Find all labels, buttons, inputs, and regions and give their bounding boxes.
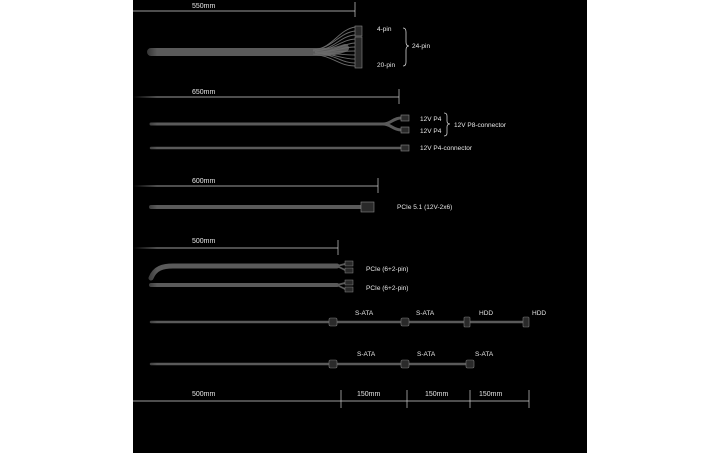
sata1-cable-group <box>151 310 546 327</box>
bottom-dim-150-c: 150mm <box>479 391 503 398</box>
sata1-connector-1 <box>329 318 337 326</box>
pcie-length-label: 500mm <box>192 238 216 245</box>
cpu-p4a-connector <box>401 115 409 121</box>
pcie-label-a: PCIe (6+2-pin) <box>366 266 409 273</box>
pcie-cable-a <box>151 266 337 278</box>
atx-length-label: 550mm <box>192 3 216 10</box>
pcie-connector-a2 <box>345 268 353 273</box>
cpu-cable-group <box>133 89 507 152</box>
cpu-p4-connector <box>401 145 409 151</box>
atx-connector-20pin <box>355 37 362 68</box>
atx-cable-group <box>133 2 430 69</box>
sata2-label-1: S-ATA <box>357 351 376 358</box>
sata2-connector-3 <box>466 360 474 368</box>
atx-label-4pin: 4-pin <box>377 26 392 33</box>
cpu-p8-cable <box>151 118 401 124</box>
cpu-length-dimension <box>133 89 399 104</box>
bottom-dim-500: 500mm <box>192 391 216 398</box>
cpu-p8-split <box>383 124 401 130</box>
cpu-label-p4-single: 12V P4-connector <box>420 145 473 152</box>
sata2-connector-2 <box>401 360 409 368</box>
cpu-label-p8: 12V P8-connector <box>454 122 507 129</box>
pcie-connector-a1 <box>345 261 353 266</box>
pcie-split-b <box>337 283 345 289</box>
cpu-length-label: 650mm <box>192 89 216 96</box>
atx-label-20pin: 20-pin <box>377 62 396 69</box>
sata1-label-2: S-ATA <box>416 310 435 317</box>
pcie5-length-dimension <box>133 178 378 193</box>
pcie-label-b: PCIe (6+2-pin) <box>366 285 409 292</box>
atx-label-24pin: 24-pin <box>412 43 431 50</box>
cable-end-fade <box>133 20 157 390</box>
bottom-dimension <box>133 390 529 408</box>
pcie-length-dimension <box>133 238 338 255</box>
bottom-dim-150-b: 150mm <box>425 391 449 398</box>
hdd2-connector <box>523 317 529 327</box>
pcie-connector-b2 <box>345 287 353 292</box>
sata2-label-2: S-ATA <box>417 351 436 358</box>
cable-diagram <box>133 0 587 453</box>
pcie-cable-group <box>133 238 408 292</box>
cpu-p8-brace <box>444 113 450 136</box>
pcie5-label: PCIe 5.1 (12V-2x6) <box>397 204 453 211</box>
cpu-label-p4-b: 12V P4 <box>420 128 442 135</box>
pcie5-length-label: 600mm <box>192 178 216 185</box>
sata2-label-3: S-ATA <box>475 351 494 358</box>
cable-diagram-panel <box>133 0 587 453</box>
sata1-label-hdd1: HDD <box>479 310 494 317</box>
atx-connector-4pin <box>355 26 362 36</box>
pcie5-cable-group <box>133 178 452 212</box>
pcie5-connector <box>361 202 374 212</box>
sata1-label-1: S-ATA <box>355 310 374 317</box>
atx-length-dimension <box>133 2 355 17</box>
bottom-dim-150-a: 150mm <box>357 391 381 398</box>
sata1-label-hdd2: HDD <box>532 310 547 317</box>
sata2-connector-1 <box>329 360 337 368</box>
hdd1-connector <box>464 317 470 327</box>
sata1-connector-2 <box>401 318 409 326</box>
cpu-p4b-connector <box>401 127 409 133</box>
pcie-connector-b1 <box>345 280 353 285</box>
pcie-split-a <box>337 264 345 270</box>
atx-brace <box>403 28 409 66</box>
sata2-cable-group <box>151 351 494 368</box>
cpu-label-p4-a: 12V P4 <box>420 116 442 123</box>
